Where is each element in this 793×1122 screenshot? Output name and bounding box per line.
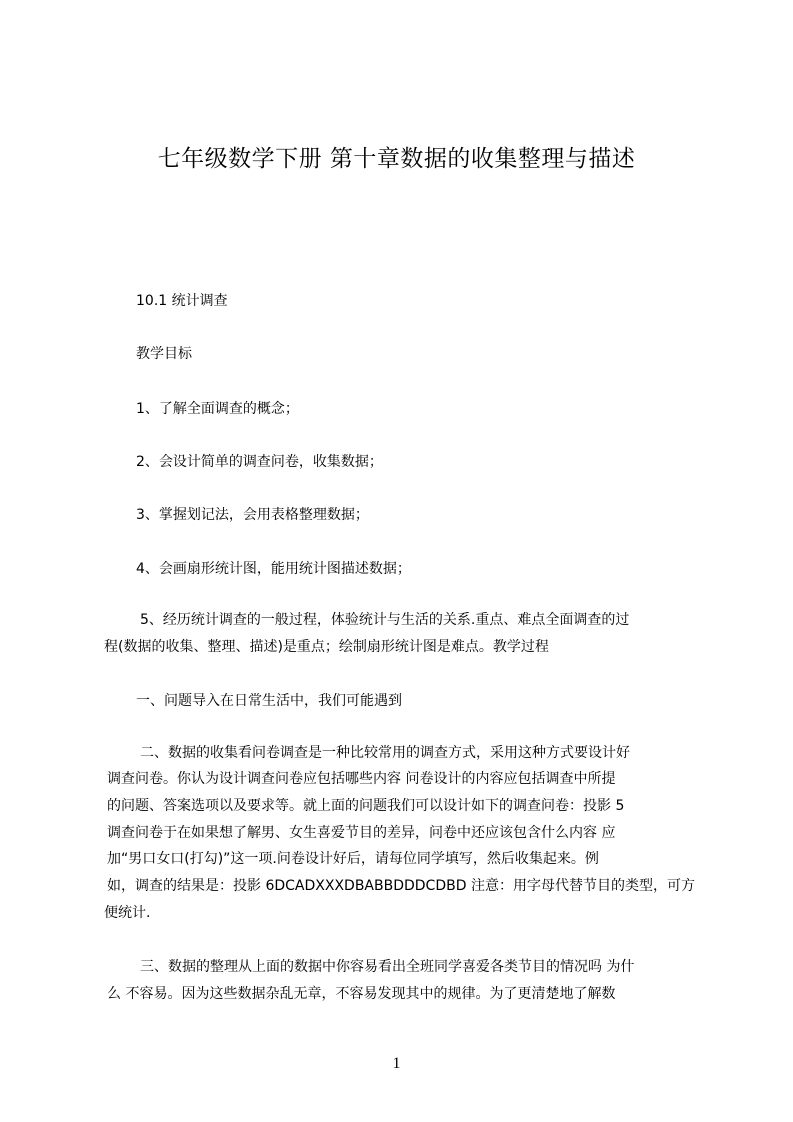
section-heading: 10.1 统计调查 — [136, 293, 228, 309]
goal-five-line: 程(数据的收集、整理、描述)是重点；绘制扇形统计图是难点。教学过程 — [104, 639, 549, 655]
part-one-paragraph: 一、问题导入在日常生活中，我们可能遇到 — [136, 693, 402, 709]
goal-item: 3、掌握划记法，会用表格整理数据； — [136, 507, 369, 523]
goal-item: 2、会设计简单的调查问卷，收集数据； — [136, 454, 383, 470]
page-number: 1 — [392, 1055, 401, 1072]
part-two-line: 二、数据的收集看问卷调查是一种比较常用的调查方式，采用这种方式要设计好 — [140, 745, 630, 761]
part-two-line: 加“男口女口(打勾)”这一项.问卷设计好后，请每位同学填写，然后收集起来。例 — [107, 851, 599, 867]
document-title: 七年级数学下册 第十章数据的收集整理与描述 — [157, 146, 636, 172]
goal-item: 1、了解全面调查的概念； — [136, 401, 299, 417]
part-two-line: 调查问卷于在如果想了解男、女生喜爱节目的差异，问卷中还应该包含什么内容 应 — [107, 825, 616, 841]
part-two-line: 如，调查的结果是：投影 6DCADXXXDBABBDDDCDBD 注意：用字母代替节目的类型，可方 — [107, 878, 695, 894]
goal-five-line: 5、经历统计调查的一般过程，体验统计与生活的关系.重点、难点全面调查的过 — [140, 612, 630, 628]
part-two-line: 便统计. — [104, 905, 151, 921]
part-three-line: 么 不容易。因为这些数据杂乱无章，不容易发现其中的规律。为了更清楚地了解数 — [107, 986, 616, 1002]
goals-heading: 教学目标 — [136, 346, 192, 362]
part-two-line: 的问题、答案选项以及要求等。就上面的问题我们可以设计如下的调查问卷：投影 5 — [107, 798, 625, 814]
part-two-line: 调查问卷。你认为设计调查问卷应包括哪些内容 问卷设计的内容应包括调查中所提 — [107, 771, 616, 787]
goal-item: 4、会画扇形统计图，能用统计图描述数据； — [136, 561, 411, 577]
part-three-line: 三、数据的整理从上面的数据中你容易看出全班同学喜爱各类节目的情况吗 为什 — [140, 959, 635, 975]
